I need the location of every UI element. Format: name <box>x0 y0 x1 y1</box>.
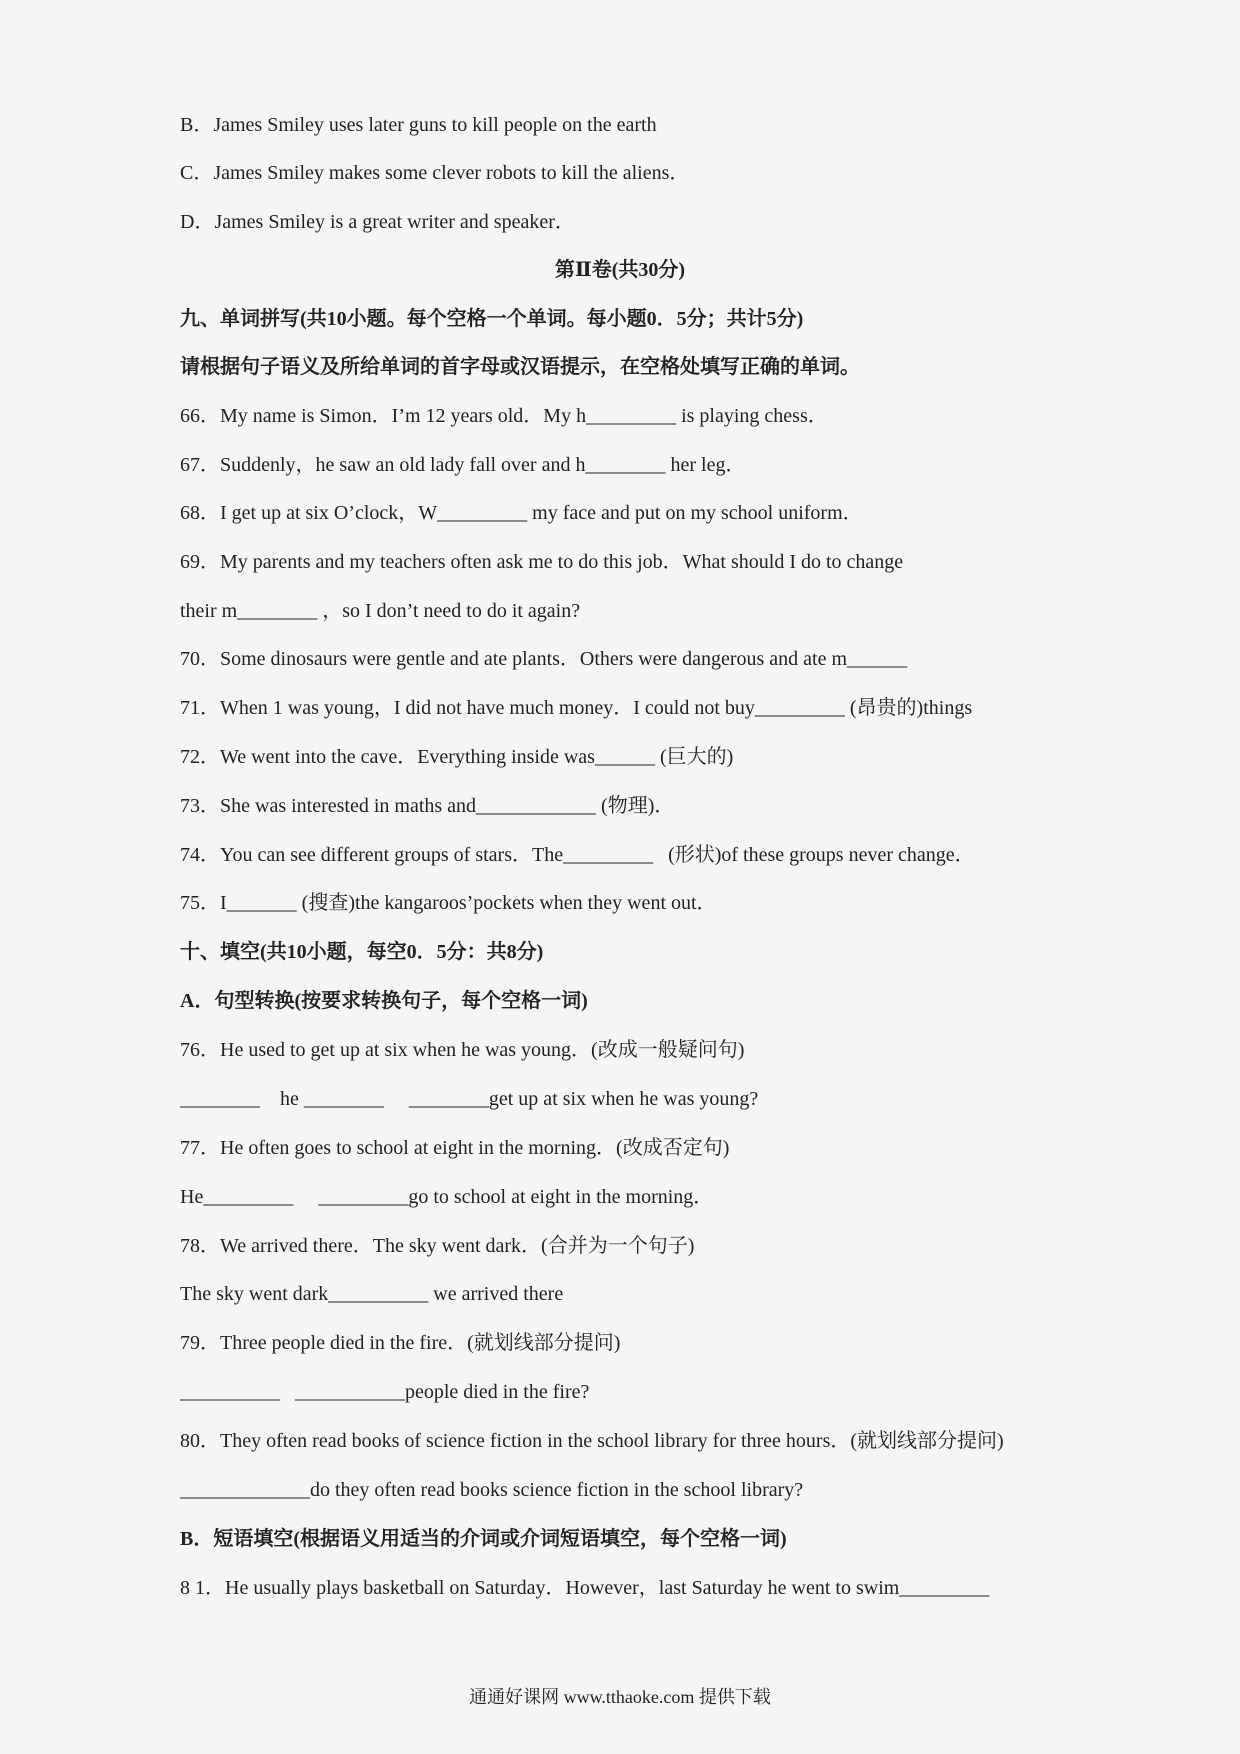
question-68: 68．I get up at six O’clock，W_________ my face and put on my school uniform． <box>180 502 863 524</box>
option-d: D．James Smiley is a great writer and speaker． <box>180 211 575 233</box>
question-66: 66．My name is Simon．I’m 12 years old．My h_________ is playing chess． <box>180 405 828 427</box>
part-nine-heading: 九、单词拼写(共10小题。每个空格一个单词。每小题0．5分；共计5分) <box>180 308 804 330</box>
section-title: 第Ⅱ卷(共30分) <box>554 259 686 281</box>
part-b-heading: B．短语填空(根据语义用适当的介词或介词短语填空，每个空格一词) <box>180 1528 787 1550</box>
answer-80: _____________do they often read books science fiction in the school library? <box>180 1479 804 1501</box>
question-78: 78．We arrived there．The sky went dark．(合并为一个句子) <box>180 1235 695 1257</box>
option-b: B．James Smiley uses later guns to kill people on the earth <box>180 114 657 136</box>
question-80: 80．They often read books of science fiction in the school library for three hours．(就划线部分提问) <box>180 1430 1004 1452</box>
question-69-cont: their m________ ，so I don’t need to do it again? <box>180 600 581 622</box>
question-81: 8 1．He usually plays basketball on Saturday．However，last Saturday he went to swim_________ <box>180 1577 990 1599</box>
question-74: 74．You can see different groups of stars．The_________ (形状)of these groups never change． <box>180 844 975 866</box>
question-77: 77．He often goes to school at eight in the morning．(改成否定句) <box>180 1137 730 1159</box>
answer-78: The sky went dark__________ we arrived there <box>180 1283 564 1305</box>
question-73: 73．She was interested in maths and____________ (物理)． <box>180 795 675 817</box>
page-footer: 通通好课网 www.tthaoke.com 提供下载 <box>469 1687 771 1707</box>
question-76: 76．He used to get up at six when he was young．(改成一般疑问句) <box>180 1039 745 1061</box>
question-72: 72．We went into the cave．Everything inside was______ (巨大的) <box>180 746 734 768</box>
question-79: 79．Three people died in the fire．(就划线部分提问) <box>180 1332 621 1354</box>
part-a-heading: A．句型转换(按要求转换句子，每个空格一词) <box>180 990 588 1012</box>
question-75: 75．I_______ (搜查)the kangaroos’pockets when they went out． <box>180 892 717 914</box>
question-70: 70．Some dinosaurs were gentle and ate plants．Others were dangerous and ate m______ <box>180 648 908 670</box>
part-ten-heading: 十、填空(共10小题，每空0．5分：共8分) <box>180 941 544 963</box>
question-67: 67．Suddenly，he saw an old lady fall over and h________ her leg． <box>180 454 746 476</box>
answer-77: He_________ _________go to school at eight in the morning． <box>180 1186 714 1208</box>
question-69: 69．My parents and my teachers often ask me to do this job．What should I do to change <box>180 551 904 573</box>
question-71: 71．When 1 was young，I did not have much money．I could not buy_________ (昂贵的)things <box>180 697 973 719</box>
option-c: C．James Smiley makes some clever robots to kill the aliens． <box>180 162 690 184</box>
answer-76: ________ he ________ ________get up at six when he was young? <box>180 1088 759 1110</box>
answer-79: __________ ___________people died in the fire? <box>180 1381 590 1403</box>
part-nine-instructions: 请根据句子语义及所给单词的首字母或汉语提示，在空格处填写正确的单词。 <box>180 356 860 378</box>
